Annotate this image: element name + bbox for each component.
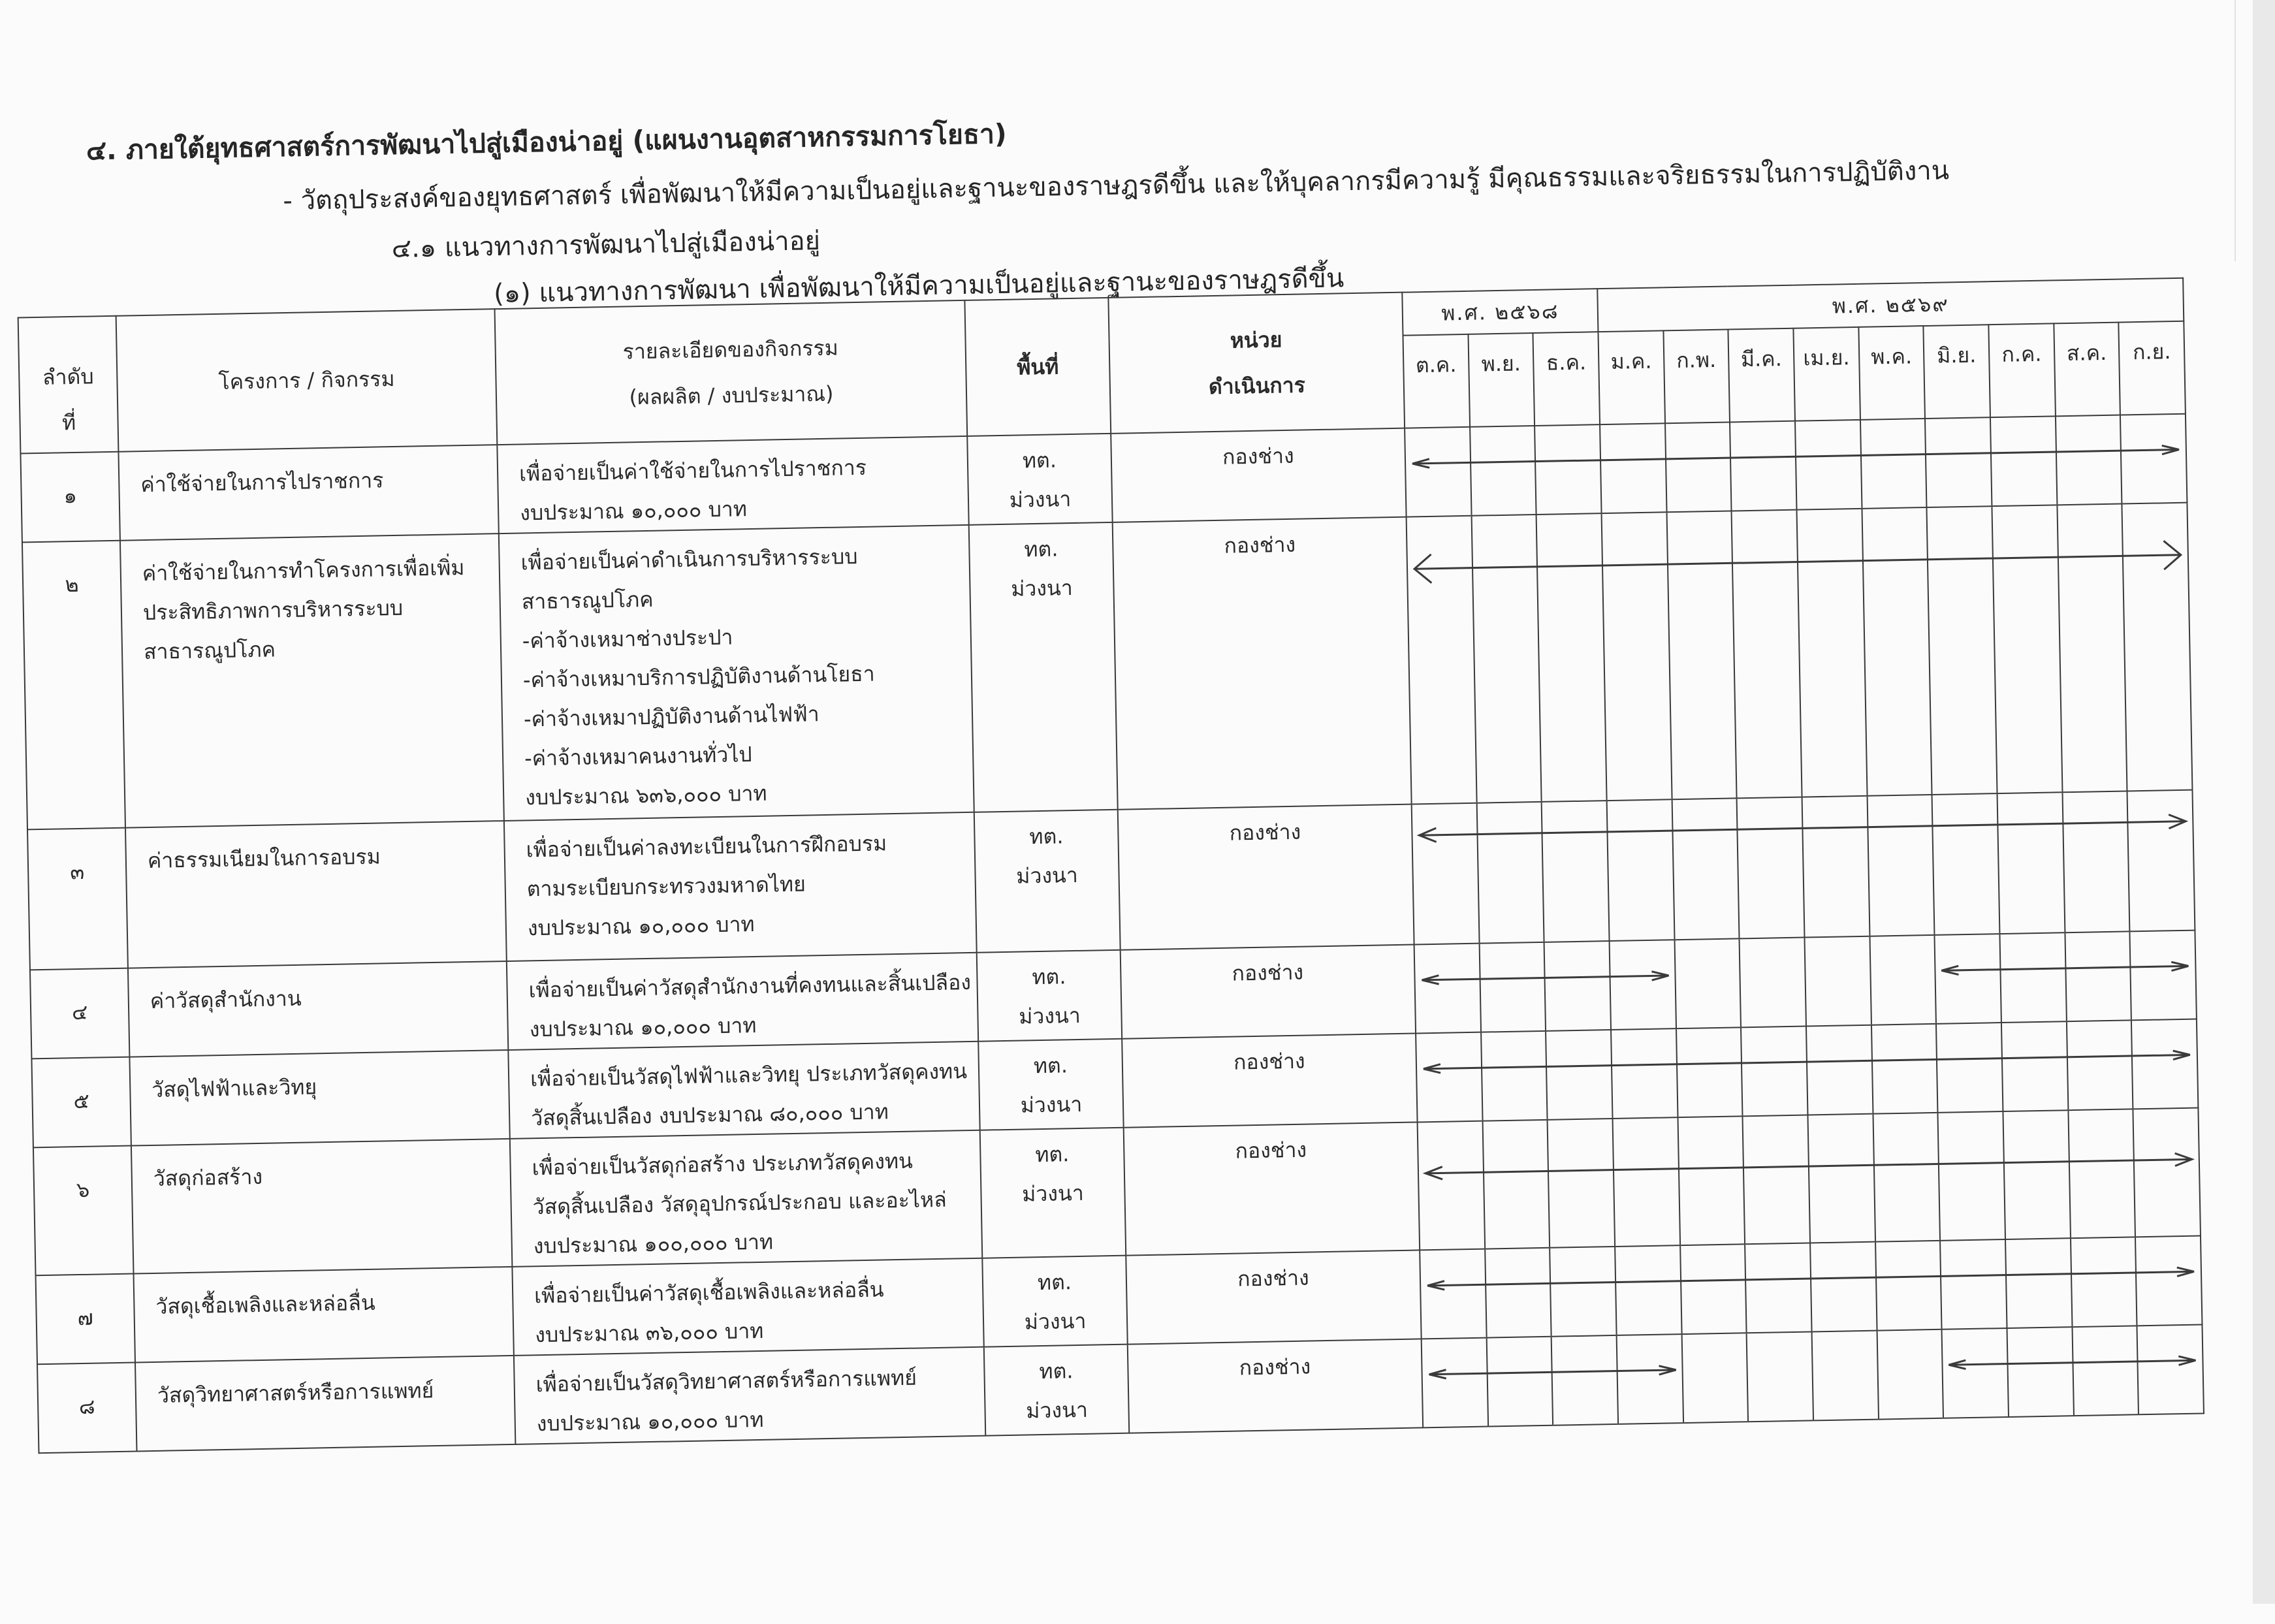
activity-detail-line: งบประมาณ ๑๐,๐๐๐ บาท [536,1407,764,1437]
timeline-arrows [1415,931,2196,1033]
activity-detail [510,1130,982,1267]
area-line: ทต. [1032,964,1066,990]
timeline-arrows [1418,1109,2200,1250]
header-detail: รายละเอียดของกิจกรรม (ผลผลิต / งบประมาณ) [495,300,968,445]
schedule-arrow [1412,445,2179,468]
header-year-2568: พ.ศ. ๒๕๖๘ [1402,289,1598,335]
header-unit: หน่วย ดำเนินการ [1108,293,1405,434]
activity-detail-line: งบประมาณ ๑๐๐,๐๐๐ บาท [533,1229,774,1259]
responsible-unit: กองช่าง [1124,1122,1420,1255]
activity-detail-line: งบประมาณ ๑๐,๐๐๐ บาท [529,1012,757,1042]
timeline-arrows [1420,1237,2201,1339]
project-name-line: วัสดุวิทยาศาสตร์หรือการแพทย์ [157,1378,434,1408]
area-line: ม่วงนา [1015,862,1079,889]
row-number: ๖ [33,1146,134,1276]
header-project: โครงการ / กิจกรรม [116,309,498,452]
schedule-timeline [1405,414,2187,517]
area-line: ทต. [1037,1269,1072,1296]
activity-detail-line: งบประมาณ ๑๐,๐๐๐ บาท [519,496,748,526]
activity-detail-line: -ค่าจ้างเหมาคนงานทั่วไป [524,742,753,771]
month-header: ส.ค. [2054,323,2120,417]
activity-detail [512,1258,983,1356]
header-area: พื้นที่ [964,298,1111,436]
project-name-line: ประสิทธิภาพการบริหารระบบ [142,595,404,626]
timeline-arrows [1407,503,2192,804]
activity-detail-line: วัสดุสิ้นเปลือง งบประมาณ ๘๐,๐๐๐ บาท [530,1099,889,1131]
schedule-arrow [1414,541,2182,583]
timeline-arrows [1405,415,2186,517]
activity-detail-line: เพื่อจ่ายเป็นค่าดำเนินการบริหารระบบ [520,544,858,575]
month-header: ก.ค. [1988,323,2055,417]
area [978,1039,1123,1130]
schedule-arrow [1424,1051,2190,1074]
activity-detail [514,1347,985,1444]
area [977,950,1122,1042]
activity-detail-line: งบประมาณ ๑๐,๐๐๐ บาท [527,912,755,941]
project-name-line: วัสดุไฟฟ้าและวิทยุ [151,1074,317,1102]
schedule-arrow [1941,962,2188,975]
schedule-arrow [1419,814,2186,842]
area-line: ม่วงนา [1024,1308,1087,1335]
activity-detail-line: -ค่าจ้างเหมาปฏิบัติงานด้านไฟฟ้า [523,701,820,732]
timeline-arrows [1422,1326,2203,1427]
project-name-line: วัสดุก่อสร้าง [153,1164,263,1191]
project-name-line: ค่าวัสดุสำนักงาน [150,985,302,1013]
month-header: พ.ค. [1858,326,1925,420]
project-name [118,445,498,541]
timeline-arrows [1416,1020,2197,1122]
area [984,1345,1129,1436]
responsible-unit: กองช่าง [1126,1250,1421,1344]
activity-detail-line: เพื่อจ่ายเป็นค่าวัสดุสำนักงานที่คงทนและสิ้นเปลือง [528,969,972,1003]
project-name [129,1050,509,1146]
activity-detail-line: สาธารณูปโภค [521,586,654,614]
area-line: ม่วงนา [1025,1397,1089,1424]
month-header: มิ.ย. [1924,325,1990,419]
activity-detail-line: เพื่อจ่ายเป็นวัสดุก่อสร้าง ประเภทวัสดุคงทน [532,1148,914,1181]
schedule-timeline [1414,931,2197,1034]
header-year-2569: พ.ศ. ๒๕๖๙ [1597,278,2184,332]
guideline-title: (๑) แนวทางการพัฒนา เพื่อพัฒนาให้มีความเป็นอยู่และฐานะของราษฎรดีขึ้น [493,263,1344,310]
responsible-unit: กองช่าง [1113,517,1412,810]
project-name-line: ค่าใช้จ่ายในการทำโครงการเพื่อเพิ่ม [142,555,465,586]
month-header: ม.ค. [1598,330,1664,424]
month-header: เม.ย. [1793,327,1860,421]
area [974,810,1121,953]
activity-detail-line: วัสดุสิ้นเปลือง วัสดุอุปกรณ์ประกอบ และอะไหล่ [532,1186,947,1220]
project-name [134,1267,514,1363]
month-header: ต.ค. [1403,334,1469,428]
row-number: ๕ [31,1057,131,1148]
project-name-line: ค่าใช้จ่ายในการไปราชการ [140,468,384,498]
strategy-objective: - วัตถุประสงค์ของยุทธศาสตร์ เพื่อพัฒนาให้มีความเป็นอยู่และฐานะของราษฎรดีขึ้น และให้บุคลากรมีความรู้ มีคุณธรรมและจริยธรรมในการปฏิบัติงาน [283,155,1950,217]
schedule-timeline [1407,503,2193,804]
activity-detail-line: เพื่อจ่ายเป็นวัสดุวิทยาศาสตร์หรือการแพทย์ [535,1365,917,1397]
area-line: ทต. [1033,1053,1068,1079]
area-line: ทต. [1024,536,1058,562]
area-line: ทต. [1035,1141,1070,1168]
month-header: ก.ย. [2119,321,2186,415]
activity-detail-line: -ค่าจ้างเหมาช่างประปา [522,624,733,654]
responsible-unit: กองช่าง [1118,804,1414,950]
activity-detail-line: เพื่อจ่ายเป็นค่าวัสดุเชื้อเพลิงและหล่อลื่น [533,1277,884,1309]
area-line: ทต. [1029,823,1064,850]
schedule-timeline [1418,1108,2201,1250]
timeline-arrows [1412,791,2195,944]
activity-detail [507,953,978,1050]
month-header: ธ.ค. [1533,332,1600,426]
project-name [131,1139,512,1274]
row-number: ๘ [37,1363,136,1454]
area-line: ม่วงนา [1010,575,1074,601]
area-line: ม่วงนา [1018,1002,1081,1029]
activity-detail [499,525,974,821]
schedule-arrow [1429,1365,1676,1378]
table-row [22,503,2192,830]
activity-detail-line: งบประมาณ ๖๓๖,๐๐๐ บาท [524,780,767,810]
activity-detail-line: เพื่อจ่ายเป็นวัสดุไฟฟ้าและวิทยุ ประเภทวัสดุคงทน [530,1059,968,1092]
month-header: พ.ย. [1468,333,1535,427]
activity-plan-table [18,278,2204,1454]
month-header: มี.ค. [1728,328,1795,422]
area-line: ทต. [1022,447,1057,473]
schedule-timeline [1420,1236,2202,1339]
area [982,1256,1127,1347]
project-name-line: ค่าธรรมเนียมในการอบรม [147,844,381,874]
responsible-unit: กองช่าง [1111,428,1406,522]
project-name [125,821,507,968]
project-name-line: วัสดุเชื้อเพลิงและหล่อลื่น [155,1290,375,1319]
project-name-line: สาธารณูปโภค [143,637,276,665]
header-no: ลำดับ ที่ [18,316,119,454]
plan-body [20,414,2203,1454]
row-number: ๑ [20,452,119,543]
responsible-unit: กองช่าง [1128,1339,1423,1433]
row-number: ๗ [36,1274,135,1365]
month-header: ก.พ. [1663,330,1730,424]
project-name [120,533,504,828]
activity-detail-line: เพื่อจ่ายเป็นค่าใช้จ่ายในการไปราชการ [518,454,867,486]
area-line: ม่วงนา [1021,1180,1085,1207]
activity-detail [508,1042,979,1139]
row-number: ๒ [22,541,125,830]
project-name [135,1356,515,1452]
schedule-timeline [1416,1019,2198,1122]
project-name [128,961,508,1057]
row-number: ๓ [27,828,128,970]
section-title: ๔. ภายใต้ยุทธศาสตร์การพัฒนาไปสู่เมืองน่าอยู่ (แผนงานอุตสาหกรรมการโยธา) [86,118,1008,167]
row-number: ๔ [30,968,129,1059]
activity-detail-line: ตามระเบียบกระทรวงมหาดไทย [526,871,806,902]
area [969,522,1118,812]
activity-detail-line: -ค่าจ้างเหมาบริการปฏิบัติงานด้านโยธา [522,661,876,693]
subsection-title: ๔.๑ แนวทางการพัฒนาไปสู่เมืองน่าอยู่ [391,226,821,264]
responsible-unit: กองช่าง [1121,945,1416,1039]
schedule-timeline [1412,790,2195,945]
activity-detail-line: เพื่อจ่ายเป็นค่าลงทะเบียนในการฝึกอบรม [526,831,887,863]
area-line: ม่วงนา [1009,486,1072,513]
responsible-unit: กองช่าง [1122,1033,1417,1127]
schedule-timeline [1422,1324,2204,1427]
activity-detail-line: งบประมาณ ๓๖,๐๐๐ บาท [534,1318,764,1348]
area-line: ทต. [1039,1358,1074,1384]
schedule-arrow [1425,1153,2192,1180]
schedule-arrow [1422,971,1668,984]
area-line: ม่วงนา [1020,1091,1083,1118]
area [967,434,1112,525]
schedule-arrow [1427,1267,2194,1290]
area [980,1128,1126,1258]
schedule-arrow [1949,1356,2195,1369]
activity-detail [504,812,977,961]
activity-detail [497,436,968,533]
